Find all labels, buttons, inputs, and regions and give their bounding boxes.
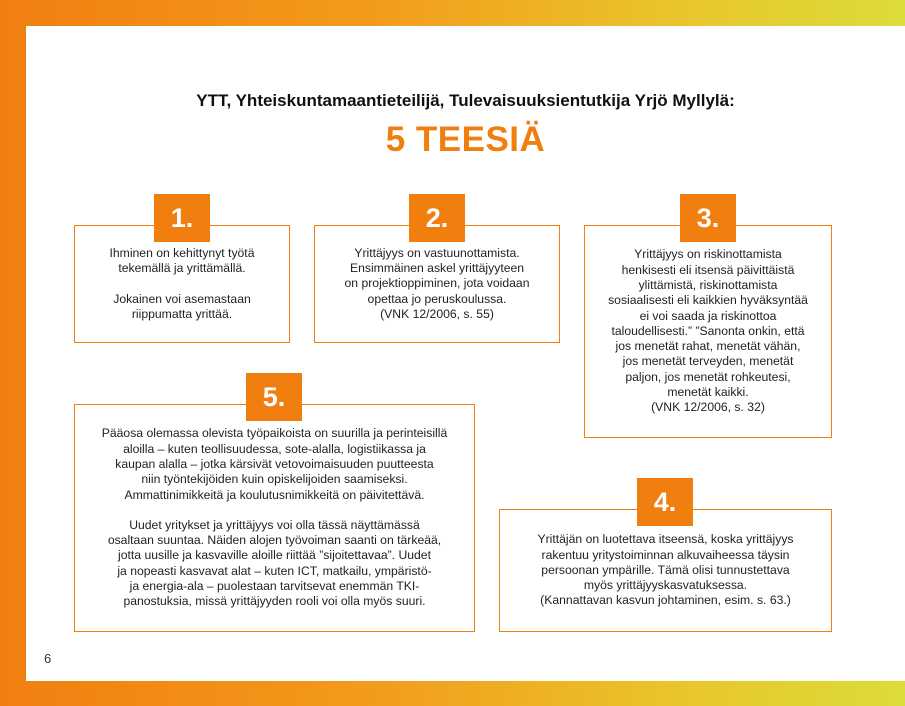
thesis-1-text: Jokainen voi asemastaan riippumatta yrittää. <box>113 291 251 321</box>
thesis-2-number-badge: 2. <box>409 194 465 242</box>
page-title: 5 TEESIÄ <box>385 120 546 159</box>
thesis-2-box <box>314 225 560 343</box>
thesis-4-box <box>499 509 832 632</box>
thesis-5-text: Uudet yritykset ja yrittäjyys voi olla tässä näyttämässä osaltaan suuntaa. Näiden alojen työvoiman saanti on tärkeää, jotta uusille ja kasvaville aloille riittää ”sijoitettavaa”. Uudet ja nopeasti kasvavat alat – kuten ICT, matkailu, ympäristö- ja energia-ala – puolestaan tarvitsevat enemmän TKI- panostuksia, missä yrittäjyyden rooli voi olla myös suuri. <box>107 517 442 609</box>
thesis-3-number-badge: 3. <box>680 194 736 242</box>
thesis-3-text: Yrittäjyys on riskinottamista henkisesti eli itsensä päivittäistä ylittämistä, riskinottamista sosiaalisesti eli kaikkien hyväksyntää ei voi saada ja riskinottoa taloudellisesti.” ”Sanonta onkin, että jos menetät rahat, menetät vähän, jos menetät terveyden, menetät paljon, jos menetät rohkeutesi, menetät kaikki. (VNK 12/2006, s. 32) <box>608 247 808 415</box>
thesis-3-box <box>584 225 832 438</box>
thesis-2-text: Yrittäjyys on vastuunottamista. Ensimmäinen askel yrittäjyyteen on projektioppiminen, jota voidaan opettaa jo peruskoulussa. (VNK 12/2006, s. 55) <box>344 245 530 321</box>
thesis-5-text: Pääosa olemassa olevista työpaikoista on suurilla ja perinteisillä aloilla – kuten teollisuudessa, sote-alalla, logistiikassa ja kaupan alalla – jotka kärsivät vetovoimaisuuden puutteesta niin työntekijöiden kuin opiskelijoiden saamiseksi. Ammattinimikkeitä ja koulutusnimikkeitä on päivitettävä. <box>101 426 448 502</box>
thesis-1-number-badge: 1. <box>154 194 210 242</box>
page <box>26 26 905 681</box>
thesis-1-box <box>74 225 290 343</box>
thesis-4-number-badge: 4. <box>637 478 693 526</box>
author-heading: YTT, Yhteiskuntamaantieteilijä, Tulevaisuuksientutkija Yrjö Myllylä: <box>196 91 735 110</box>
page-number: 6 <box>44 651 52 666</box>
thesis-5-box <box>74 404 475 632</box>
thesis-1-text: Ihminen on kehittynyt työtä tekemällä ja yrittämällä. <box>109 245 255 276</box>
thesis-5-number-badge: 5. <box>246 373 302 421</box>
thesis-4-text: Yrittäjän on luotettava itseensä, koska yrittäjyys rakentuu yritystoiminnan alkuvaiheessa täysin persoonan ympärille. Tämä olisi tunnustettava myös yrittäjyyskasvatuksessa. (Kannattavan kasvun johtaminen, esim. s. 63.) <box>537 532 794 608</box>
